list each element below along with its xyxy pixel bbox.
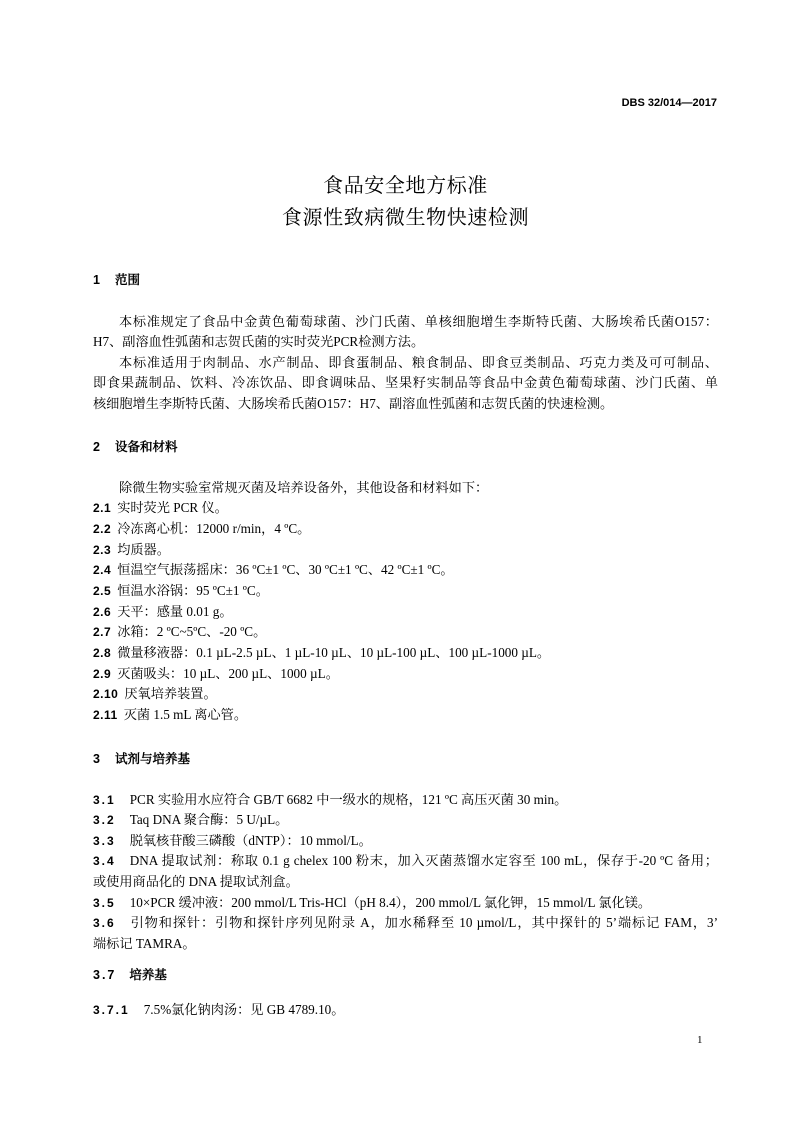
reagent-item: [93, 913, 718, 934]
equipment-item: [93, 684, 718, 705]
item-text: 厌氧培养装置。: [124, 686, 217, 702]
item-text: DNA 提取试剂：称取 0.1 g chelex 100 粉末，加入灭菌蒸馏水定容至 100 mL，保存于-20 ºC 备用；: [129, 853, 718, 869]
section-heading-equipment: [93, 437, 177, 457]
section-title: 试剂与培养基: [114, 752, 190, 766]
equipment-item: [93, 664, 718, 685]
item-text: 冷冻离心机：12000 r/min，4 ºC。: [117, 520, 311, 536]
paragraph-line: 本标准适用于肉制品、水产制品、即食蛋制品、粮食制品、即食豆类制品、巧克力类及可可制品、: [119, 354, 718, 370]
item-text: 脱氧核苷酸三磷酸（dNTP）：10 mmol/L。: [129, 832, 372, 848]
item-text: 微量移液器：0.1 µL-2.5 µL、1 µL-10 µL、10 µL-100 µL、100 µL-1000 µL。: [117, 645, 551, 661]
equipment-item: [93, 498, 718, 519]
item-number: 2.2: [93, 521, 112, 536]
subsection-title: 培养基: [129, 968, 167, 982]
reagent-item: [93, 831, 718, 852]
equipment-item: [93, 581, 718, 602]
item-text: 引物和探针：引物和探针序列见附录 A，加水稀释至 10 µmol/L，其中探针的 5’端标记 FAM，3’: [129, 915, 718, 931]
item-number: 3.5: [93, 895, 116, 910]
title-line-1: 食品安全地方标准: [323, 175, 488, 197]
reagent-item: [93, 790, 718, 811]
section-title: 范围: [114, 273, 140, 287]
reagent-item-continuation: 或使用商品化的 DNA 提取试剂盒。: [93, 874, 299, 890]
item-text: 冰箱：2 ºC~5ºC、-20 ºC。: [117, 624, 267, 640]
item-number: 2.6: [93, 604, 112, 619]
section-number: 1: [93, 273, 102, 287]
paragraph-line: 本标准规定了食品中金黄色葡萄球菌、沙门氏菌、单核细胞增生李斯特氏菌、大肠埃希氏菌O157：: [119, 313, 718, 329]
section-number: 3: [93, 752, 102, 766]
section-heading-scope: [93, 270, 140, 290]
item-text: 天平：感量 0.01 g。: [117, 603, 233, 619]
scope-text: [93, 312, 718, 415]
item-text: 实时荧光 PCR 仪。: [117, 500, 228, 516]
item-text: 灭菌吸头：10 µL、200 µL、1000 µL。: [117, 665, 339, 681]
culture-media-list: [93, 1000, 718, 1020]
subsection-number: 3.7: [93, 968, 117, 982]
page-number: 1: [697, 1034, 703, 1046]
item-number: 2.4: [93, 563, 112, 578]
document-title: [93, 170, 718, 234]
item-text: 7.5%氯化钠肉汤：见 GB 4789.10。: [143, 1002, 345, 1017]
item-text: 恒温水浴锅：95 ºC±1 ºC。: [117, 583, 269, 599]
item-number: 3.1: [93, 792, 116, 807]
subsection-heading-culture-media: [93, 965, 167, 985]
title-line-2: 食源性致病微生物快速检测: [281, 207, 530, 229]
document-code: DBS 32/014—2017: [621, 97, 717, 109]
item-number: 2.11: [93, 708, 118, 723]
equipment-item: [93, 643, 718, 664]
item-text: 恒温空气振荡摇床：36 ºC±1 ºC、30 ºC±1 ºC、42 ºC±1 ºC。: [117, 562, 454, 578]
item-number: 2.3: [93, 542, 112, 557]
equipment-item: [93, 560, 718, 581]
item-text: PCR 实验用水应符合 GB/T 6682 中一级水的规格，121 ºC 高压灭菌 30 min。: [129, 791, 568, 807]
section-heading-reagents: [93, 749, 190, 769]
item-number: 3.7.1: [93, 1003, 130, 1017]
item-number: 2.5: [93, 584, 112, 599]
item-number: 3.6: [93, 916, 116, 931]
item-number: 2.7: [93, 625, 112, 640]
item-number: 2.1: [93, 501, 112, 516]
equipment-item: [93, 602, 718, 623]
paragraph-line: H7、副溶血性弧菌和志贺氏菌的实时荧光PCR检测方法。: [93, 334, 425, 350]
equipment-item: [93, 622, 718, 643]
item-number: 2.9: [93, 666, 112, 681]
item-text: Taq DNA 聚合酶：5 U/µL。: [129, 812, 289, 828]
reagent-item-continuation: 端标记 TAMRA。: [93, 935, 196, 951]
equipment-list: [93, 478, 718, 726]
item-text: 10×PCR 缓冲液：200 mmol/L Tris-HCl（pH 8.4），200 mmol/L 氯化钾，15 mmol/L 氯化镁。: [129, 894, 652, 910]
item-text: 均质器。: [117, 541, 170, 557]
item-number: 3.2: [93, 813, 116, 828]
reagents-list: [93, 790, 718, 955]
item-number: 3.4: [93, 854, 116, 869]
section-title: 设备和材料: [114, 440, 178, 454]
reagent-item: [93, 893, 718, 914]
reagent-item: [93, 851, 718, 872]
equipment-item: [93, 519, 718, 540]
item-number: 2.10: [93, 687, 119, 702]
reagent-item: [93, 810, 718, 831]
paragraph-line: 核细胞增生李斯特氏菌、大肠埃希氏菌O157：H7、副溶血性弧菌和志贺氏菌的快速检测。: [93, 396, 614, 412]
equipment-item: [93, 540, 718, 561]
culture-media-item: [93, 1000, 718, 1020]
paragraph-line: 即食果蔬制品、饮料、冷冻饮品、即食调味品、坚果籽实制品等食品中金黄色葡萄球菌、沙门氏菌、单: [93, 375, 718, 391]
section-number: 2: [93, 440, 102, 454]
equipment-intro: 除微生物实验室常规灭菌及培养设备外，其他设备和材料如下：: [119, 479, 489, 495]
item-number: 2.8: [93, 646, 112, 661]
equipment-item: [93, 705, 718, 726]
item-number: 3.3: [93, 833, 116, 848]
item-text: 灭菌 1.5 mL 离心管。: [123, 707, 248, 723]
